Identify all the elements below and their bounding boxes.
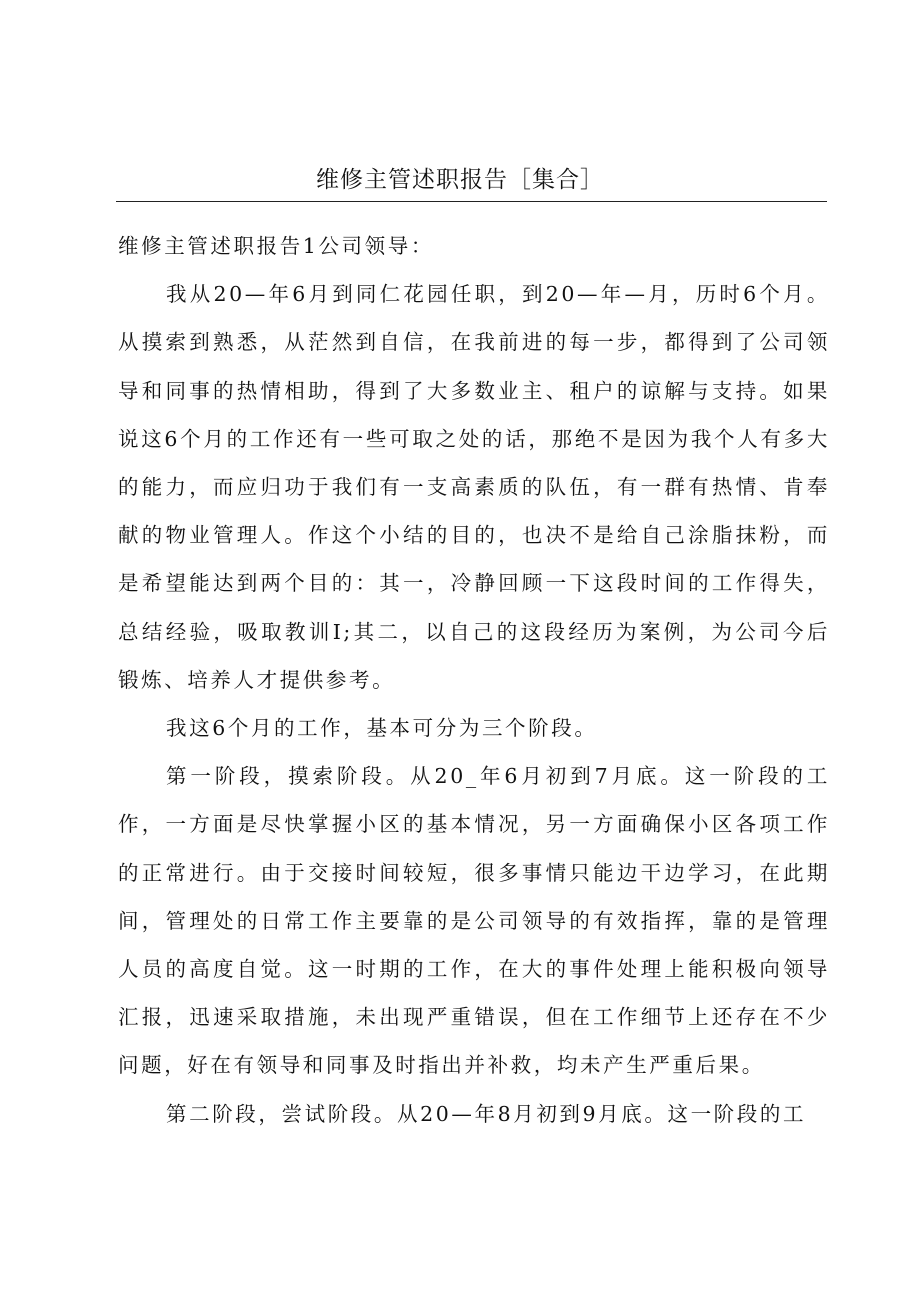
paragraph-stage-two: 第二阶段，尝试阶段。从20—年8月初到9月底。这一阶段的工 — [166, 1101, 807, 1126]
paragraph-stage-one: 第一阶段，摸索阶段。从20_年6月初到7月底。这一阶段的工作，一方面是尽快掌握小区的基本情况，另一方面确保小区各项工作的正常进行。由于交接时间较短，很多事情只能边干边学习，在此期间，管理处的日常工作主要靠的是公司领导的有效指挥，靠的是管理人员的高度自觉。这一时期的工作，在大的事件处理上能积极向领导汇报，迅速采取措施，未出现严重错误，但在工作细节上还存在不少问题，好在有领导和同事及时指出并补救，均未产生严重后果。 — [118, 764, 830, 1078]
document-title: 维修主管述职报告［集合］ — [316, 167, 604, 193]
document-body — [118, 222, 830, 1138]
paragraph-intro: 我从20—年6月到同仁花园任职，到20—年—月，历时6个月。从摸索到熟悉，从茫然到自信，在我前进的每一步，都得到了公司领导和同事的热情相助，得到了大多数业主、租户的谅解与支持。如果说这6个月的工作还有一些可取之处的话，那绝不是因为我个人有多大的能力，而应归功于我们有一支高素质的队伍，有一群有热情、肯奉献的物业管理人。作这个小结的目的，也决不是给自己涂脂抹粉，而是希望能达到两个目的：其一，冷静回顾一下这段时间的工作得失，总结经验，吸取教训I;其二，以自己的这段经历为案例，为公司今后锻炼、培养人才提供参考。 — [118, 282, 830, 692]
paragraph-overview: 我这6个月的工作，基本可分为三个阶段。 — [166, 716, 598, 741]
paragraph-heading: 维修主管述职报告1公司领导： — [118, 234, 434, 258]
title-underline — [116, 201, 827, 202]
